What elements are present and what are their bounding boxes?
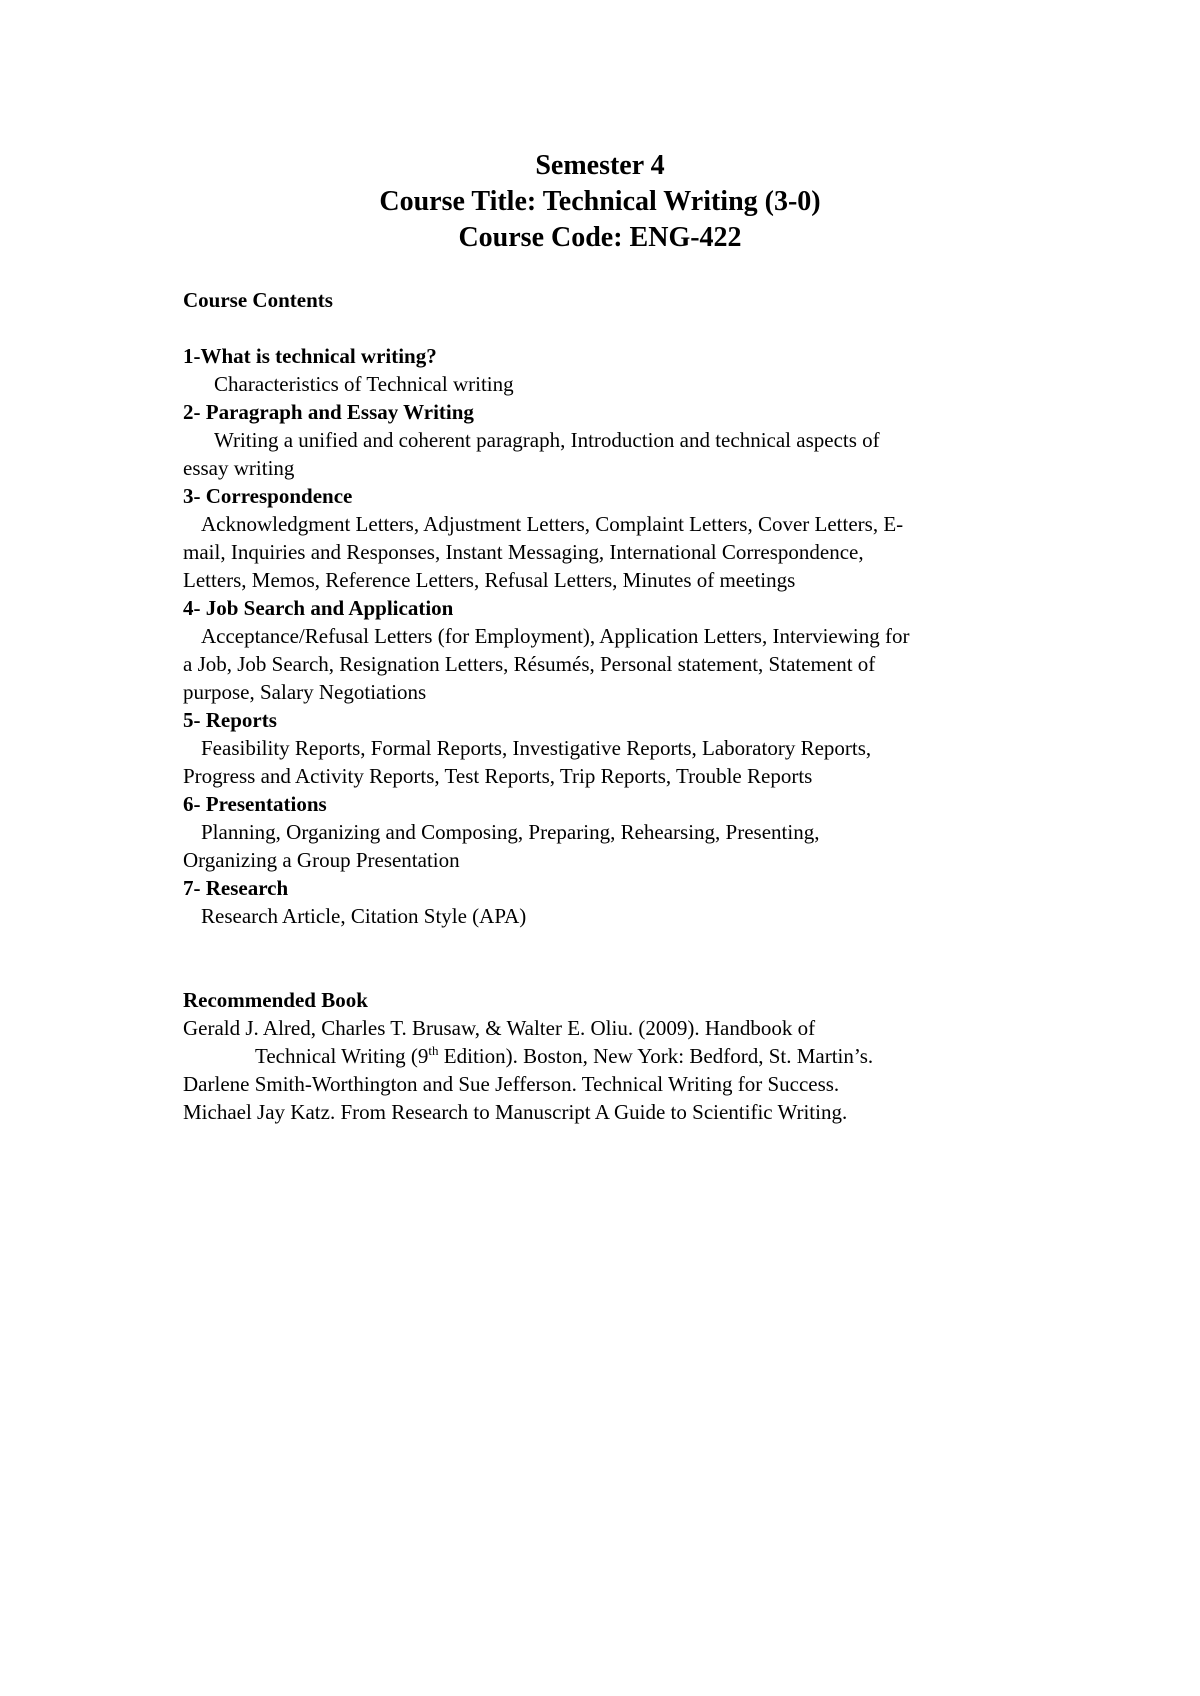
section-text: purpose, Salary Negotiations [183,680,427,704]
section-heading: 4- Job Search and Application [183,596,454,620]
reference-line [183,1042,1033,1070]
section-text: Planning, Organizing and Composing, Preparing, Rehearsing, Presenting, [201,820,820,844]
section-text: Letters, Memos, Reference Letters, Refusal Letters, Minutes of meetings [183,568,796,592]
section-heading: 6- Presentations [183,792,327,816]
document-header [0,148,1200,256]
spacer [183,958,1033,986]
recommended-heading: Recommended Book [183,988,368,1012]
section-text: a Job, Job Search, Resignation Letters, Résumés, Personal statement, Statement of [183,652,876,676]
section-text: Organizing a Group Presentation [183,848,460,872]
reference-line: Gerald J. Alred, Charles T. Brusaw, & Walter E. Oliu. (2009). Handbook of [183,1016,816,1040]
section-heading: 5- Reports [183,708,277,732]
section-text: Research Article, Citation Style (APA) [201,904,527,928]
section-heading: 3- Correspondence [183,484,353,508]
section-text: Acknowledgment Letters, Adjustment Letters, Complaint Letters, Cover Letters, E- [201,512,904,536]
superscript: th [428,1043,439,1058]
section-heading: 7- Research [183,876,289,900]
reference-text: Edition). Boston, New York: Bedford, St. Martin’s. [438,1044,874,1068]
spacer [183,314,1033,342]
course-code: Course Code: ENG-422 [458,222,742,253]
section-text: essay writing [183,456,295,480]
course-title: Course Title: Technical Writing (3-0) [379,186,821,217]
semester-title: Semester 4 [535,150,665,181]
section-text: Characteristics of Technical writing [214,372,514,396]
section-text: Feasibility Reports, Formal Reports, Investigative Reports, Laboratory Reports, [201,736,872,760]
recommended-books [183,986,1033,1126]
reference-text: Technical Writing (9 [255,1044,429,1068]
section-text: mail, Inquiries and Responses, Instant Messaging, International Correspondence, [183,540,864,564]
reference-line: Michael Jay Katz. From Research to Manuscript A Guide to Scientific Writing. [183,1100,848,1124]
document-body [183,286,1033,1126]
section-text: Acceptance/Refusal Letters (for Employment), Application Letters, Interviewing for [201,624,910,648]
section-heading: 1-What is technical writing? [183,344,437,368]
reference-line: Darlene Smith-Worthington and Sue Jefferson. Technical Writing for Success. [183,1072,840,1096]
section-text: Progress and Activity Reports, Test Reports, Trip Reports, Trouble Reports [183,764,813,788]
section-heading: 2- Paragraph and Essay Writing [183,400,474,424]
section-text: Writing a unified and coherent paragraph, Introduction and technical aspects of [214,428,880,452]
spacer [183,930,1033,958]
course-contents-heading: Course Contents [183,288,333,312]
